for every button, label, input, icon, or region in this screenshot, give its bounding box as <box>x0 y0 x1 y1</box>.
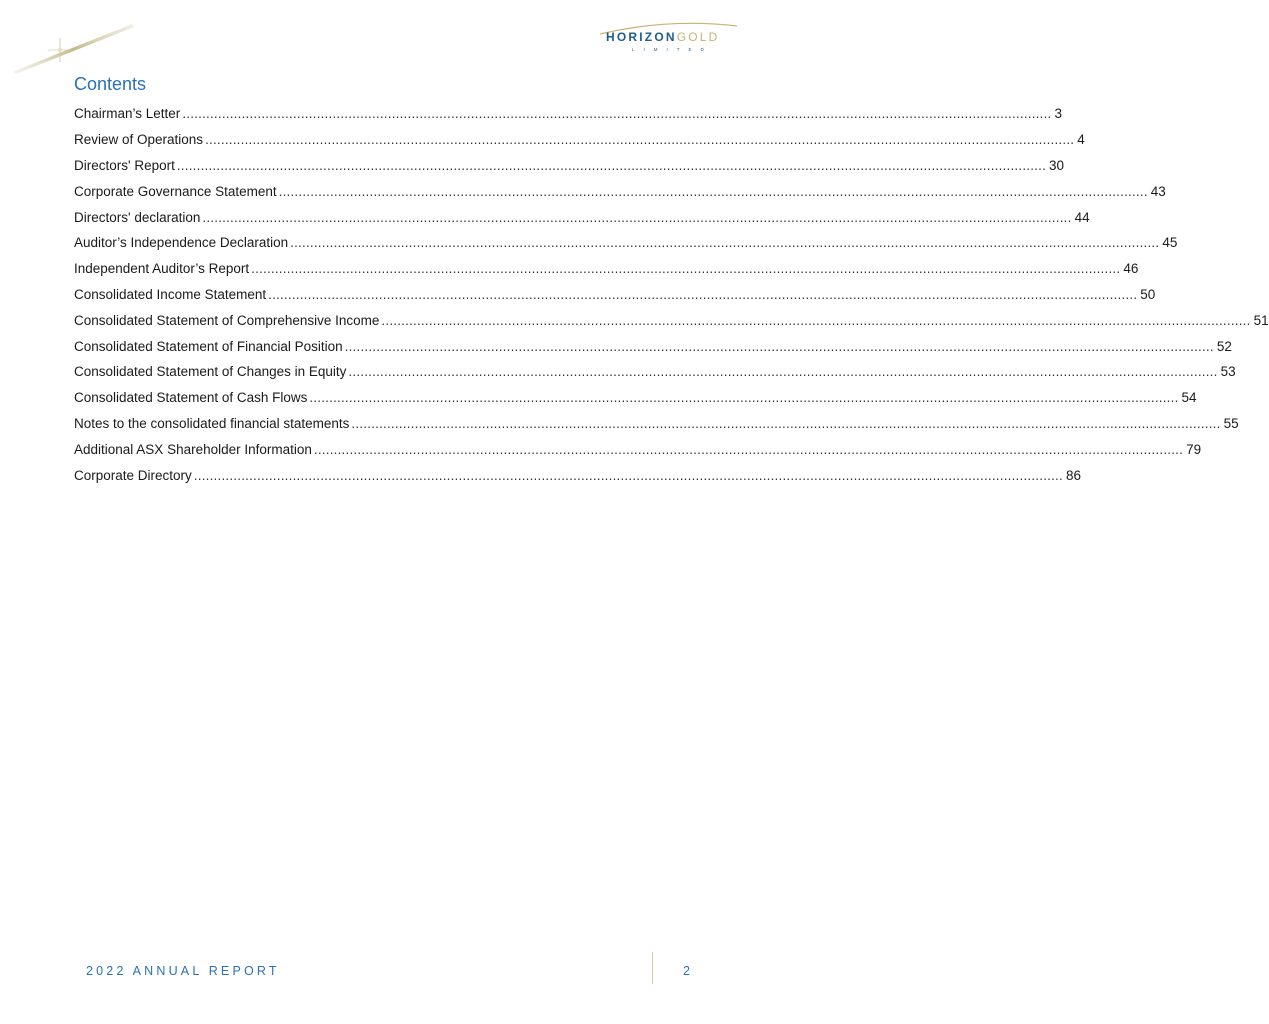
toc-leader-dots: ............................................................................................................................................................................................................................ <box>182 106 1052 122</box>
toc-leader-dots: ............................................................................................................................................................................................................................ <box>268 286 1138 302</box>
toc-entry[interactable] <box>74 307 1269 333</box>
toc-leader-dots: ............................................................................................................................................................................................................................ <box>381 312 1251 328</box>
toc-entry-page: 45 <box>1159 235 1177 250</box>
toc-entry[interactable] <box>74 178 1166 204</box>
toc-entry-label: Chairman’s Letter <box>74 106 181 122</box>
table-of-contents <box>74 101 1269 488</box>
toc-entry-page: 4 <box>1074 132 1085 147</box>
toc-entry-page: 50 <box>1137 287 1155 302</box>
toc-leader-dots: ............................................................................................................................................................................................................................ <box>205 132 1075 148</box>
toc-entry[interactable] <box>74 127 1085 153</box>
toc-entry-label: Additional ASX Shareholder Information <box>74 441 312 457</box>
toc-entry-page: 54 <box>1179 390 1197 405</box>
toc-entry[interactable] <box>74 385 1197 411</box>
toc-entry-label: Auditor’s Independence Declaration <box>74 235 289 251</box>
toc-entry[interactable] <box>74 359 1236 385</box>
toc-leader-dots: ............................................................................................................................................................................................................................ <box>309 390 1179 406</box>
footer-divider <box>652 952 653 984</box>
logo-tagline: LIMITED <box>632 47 713 52</box>
toc-entry[interactable] <box>74 101 1062 127</box>
toc-entry-label: Consolidated Income Statement <box>74 286 267 302</box>
toc-leader-dots: ............................................................................................................................................................................................................................ <box>344 338 1214 354</box>
footer-report-label: 2022 ANNUAL REPORT <box>86 964 280 978</box>
toc-entry[interactable] <box>74 411 1239 437</box>
toc-entry[interactable] <box>74 333 1232 359</box>
toc-entry-label: Directors' Report <box>74 157 175 173</box>
toc-entry[interactable] <box>74 153 1065 179</box>
footer-page-number: 2 <box>683 964 690 978</box>
page-title: Contents <box>74 74 147 94</box>
company-logo <box>596 22 741 62</box>
toc-leader-dots: ............................................................................................................................................................................................................................ <box>193 467 1063 483</box>
toc-entry-label: Directors' declaration <box>74 209 201 225</box>
toc-leader-dots: ............................................................................................................................................................................................................................ <box>351 415 1221 431</box>
toc-leader-dots: ............................................................................................................................................................................................................................ <box>348 364 1218 380</box>
toc-entry-page: 79 <box>1183 442 1201 457</box>
logo-brand-secondary: GOLD <box>676 30 720 44</box>
toc-entry-page: 52 <box>1214 339 1232 354</box>
toc-entry-label: Corporate Directory <box>74 467 192 483</box>
toc-entry-label: Independent Auditor’s Report <box>74 261 250 277</box>
toc-entry-label: Consolidated Statement of Financial Position <box>74 338 343 354</box>
toc-entry-label: Consolidated Statement of Comprehensive Income <box>74 312 380 328</box>
toc-entry[interactable] <box>74 204 1090 230</box>
toc-entry[interactable] <box>74 256 1139 282</box>
toc-leader-dots: ............................................................................................................................................................................................................................ <box>251 261 1121 277</box>
toc-entry-page: 53 <box>1218 364 1236 379</box>
toc-entry-page: 44 <box>1072 210 1090 225</box>
toc-entry-page: 43 <box>1148 184 1166 199</box>
toc-entry-page: 3 <box>1051 106 1062 121</box>
toc-entry-label: Review of Operations <box>74 132 204 148</box>
toc-entry-page: 51 <box>1251 313 1269 328</box>
toc-entry[interactable] <box>74 230 1178 256</box>
toc-entry-label: Notes to the consolidated financial statements <box>74 415 350 431</box>
toc-leader-dots: ............................................................................................................................................................................................................................ <box>278 183 1148 199</box>
toc-entry-label: Consolidated Statement of Cash Flows <box>74 390 308 406</box>
toc-entry[interactable] <box>74 436 1202 462</box>
toc-leader-dots: ............................................................................................................................................................................................................................ <box>202 209 1072 225</box>
toc-entry-page: 86 <box>1063 468 1081 483</box>
toc-entry-page: 30 <box>1046 158 1064 173</box>
toc-entry-label: Consolidated Statement of Changes in Equity <box>74 364 347 380</box>
toc-leader-dots: ............................................................................................................................................................................................................................ <box>176 157 1047 173</box>
toc-entry[interactable] <box>74 282 1156 308</box>
logo-wordmark <box>606 30 720 44</box>
logo-brand-primary: HORIZON <box>606 30 677 44</box>
toc-entry-page: 46 <box>1120 261 1138 276</box>
toc-entry-label: Corporate Governance Statement <box>74 183 277 199</box>
toc-entry-page: 55 <box>1221 416 1239 431</box>
toc-entry[interactable] <box>74 462 1081 488</box>
toc-leader-dots: ............................................................................................................................................................................................................................ <box>313 441 1184 457</box>
toc-leader-dots: ............................................................................................................................................................................................................................ <box>290 235 1160 251</box>
